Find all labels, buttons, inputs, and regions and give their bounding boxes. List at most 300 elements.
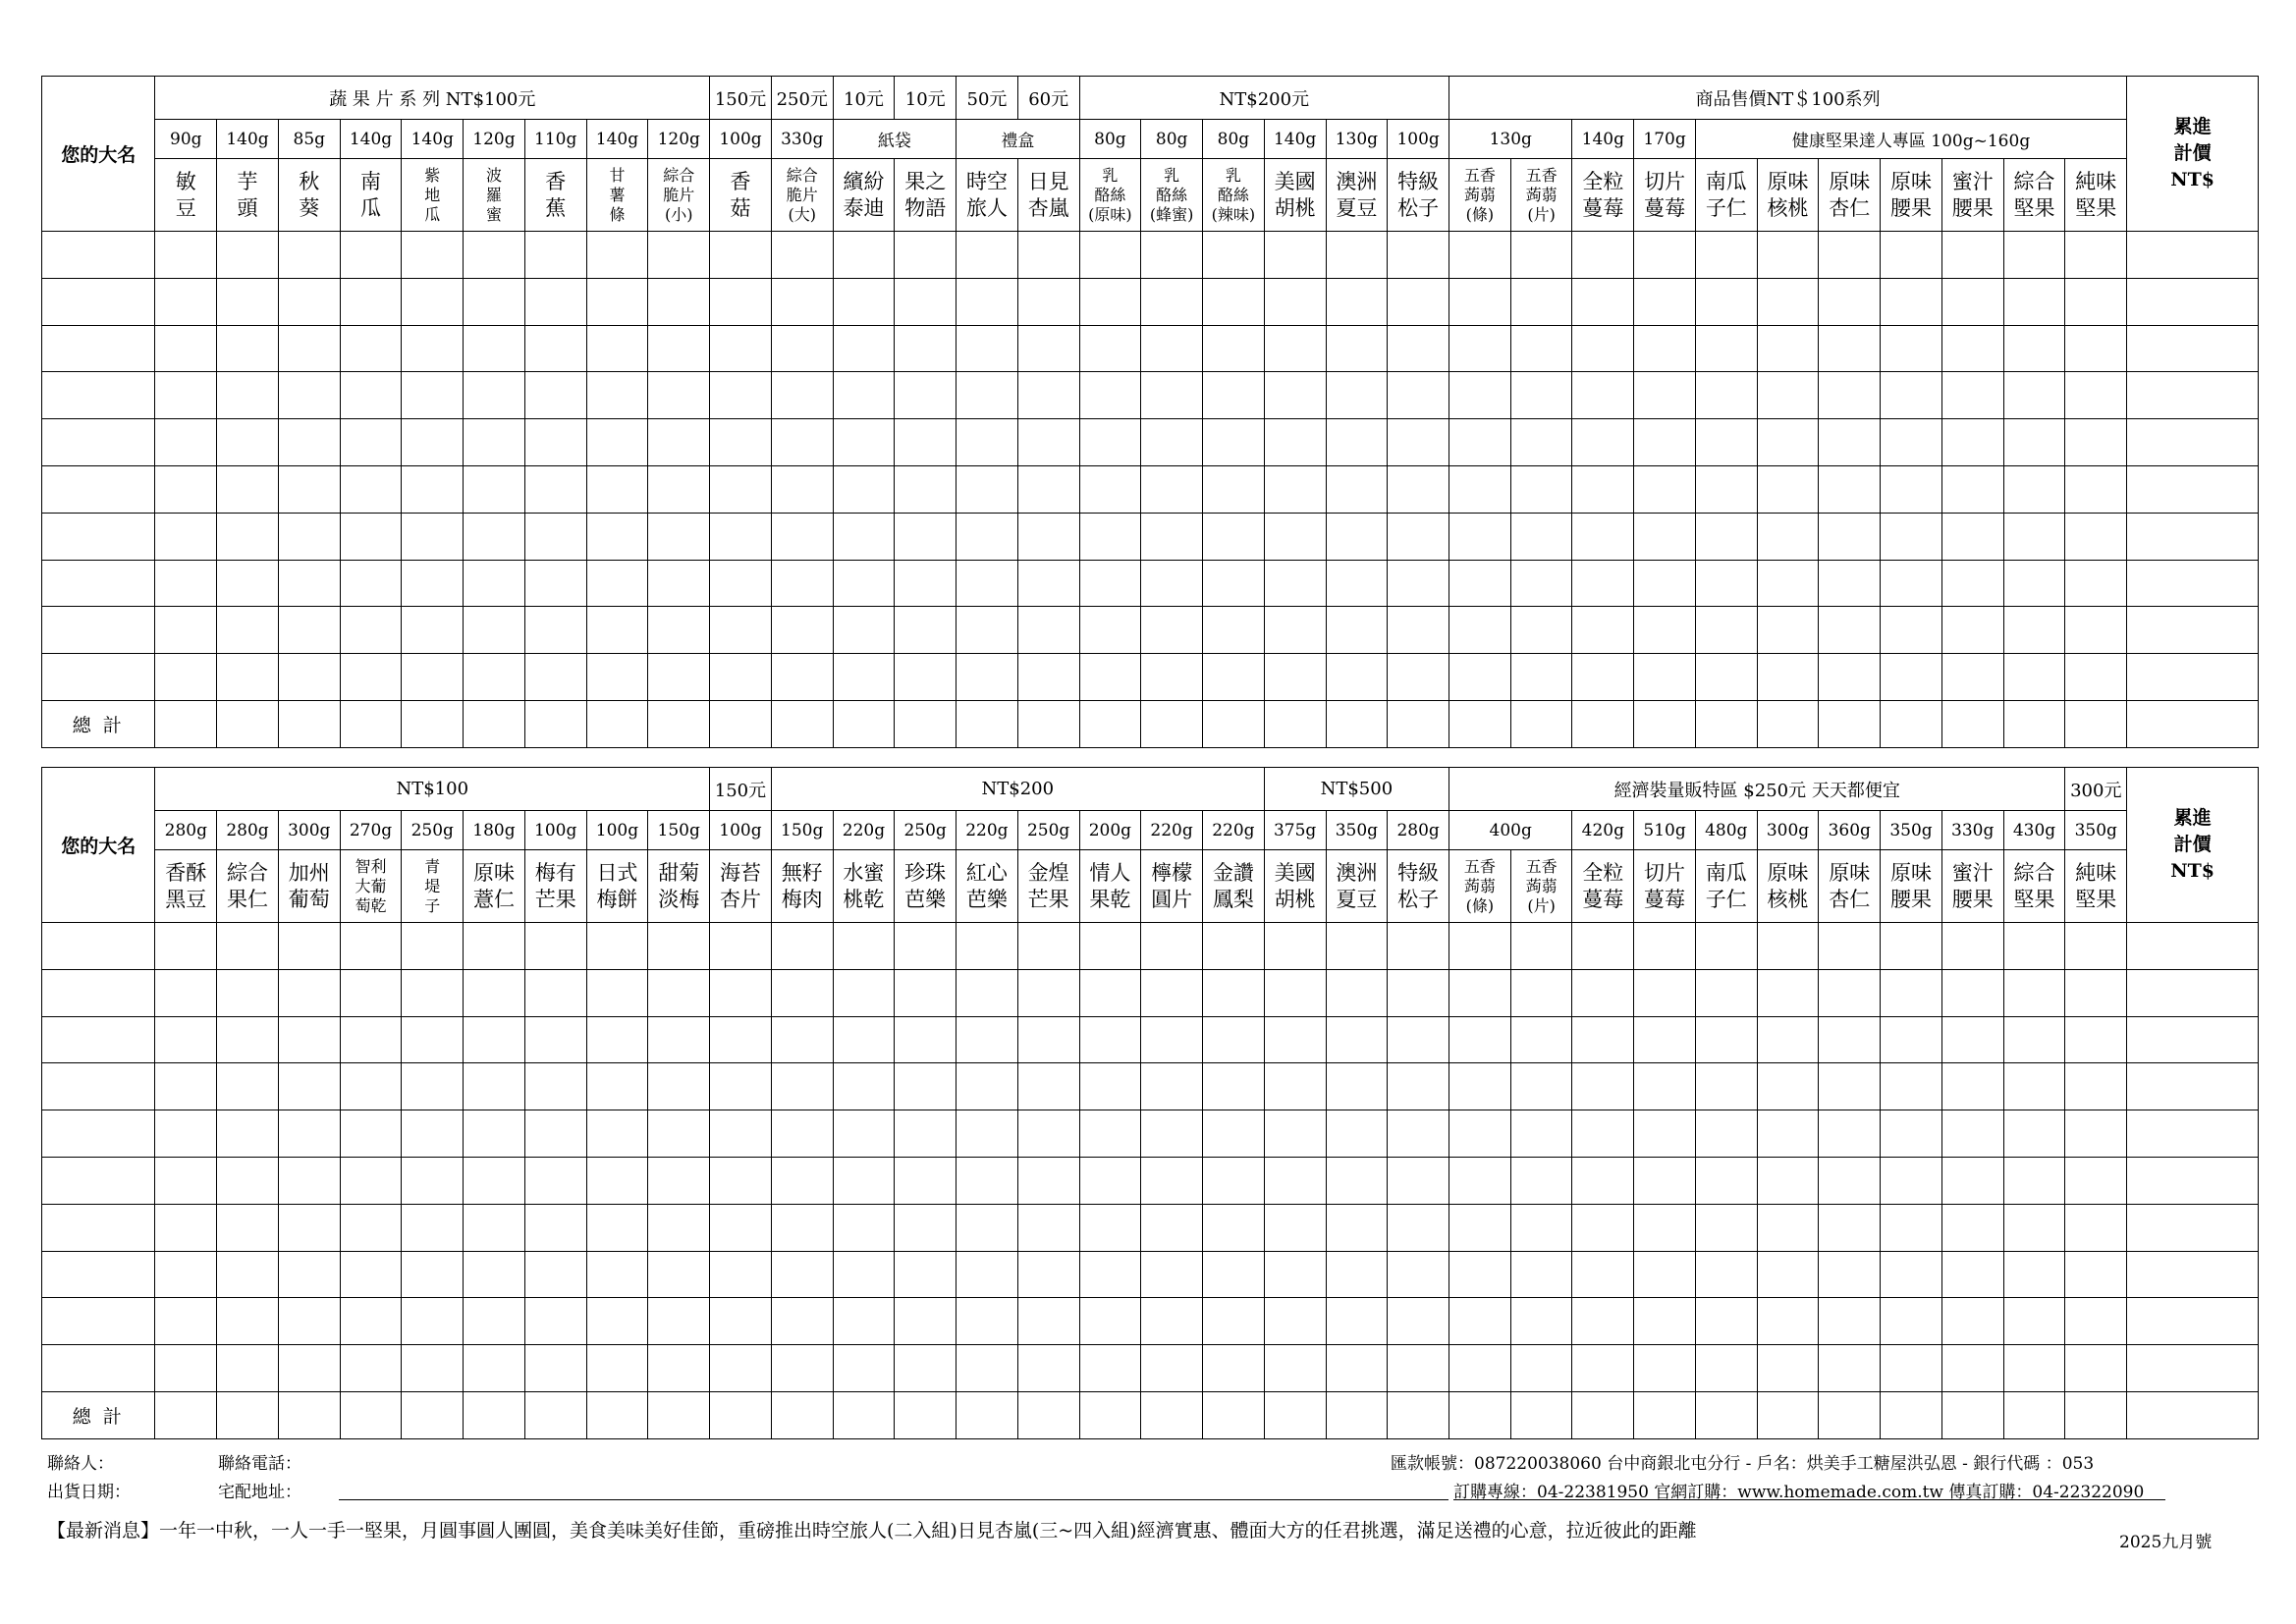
quantity-cell[interactable]	[1079, 1251, 1141, 1298]
quantity-cell[interactable]	[1941, 607, 2003, 654]
quantity-cell[interactable]	[278, 513, 340, 560]
quantity-cell[interactable]	[402, 325, 464, 372]
total-cell[interactable]	[957, 700, 1018, 747]
quantity-cell[interactable]	[1695, 1345, 1757, 1392]
quantity-cell[interactable]	[957, 1298, 1018, 1345]
quantity-cell[interactable]	[833, 1298, 895, 1345]
quantity-cell[interactable]	[524, 1251, 586, 1298]
quantity-cell[interactable]	[1326, 607, 1388, 654]
quantity-cell[interactable]	[771, 232, 833, 279]
customer-name-cell[interactable]	[42, 654, 155, 701]
quantity-cell[interactable]	[2065, 1251, 2127, 1298]
quantity-cell[interactable]	[586, 1157, 648, 1204]
quantity-cell[interactable]	[155, 1157, 217, 1204]
quantity-cell[interactable]	[1449, 1204, 1510, 1251]
quantity-cell[interactable]	[1881, 1298, 1942, 1345]
quantity-cell[interactable]	[464, 1251, 525, 1298]
cumulative-price-cell[interactable]	[2127, 1251, 2259, 1298]
cumulative-price-cell[interactable]	[2127, 560, 2259, 607]
quantity-cell[interactable]	[895, 325, 957, 372]
quantity-cell[interactable]	[1881, 325, 1942, 372]
customer-name-cell[interactable]	[42, 607, 155, 654]
quantity-cell[interactable]	[402, 923, 464, 970]
quantity-cell[interactable]	[710, 325, 772, 372]
quantity-cell[interactable]	[710, 1251, 772, 1298]
quantity-cell[interactable]	[771, 278, 833, 325]
quantity-cell[interactable]	[1819, 1298, 1881, 1345]
quantity-cell[interactable]	[586, 654, 648, 701]
quantity-cell[interactable]	[2003, 1204, 2065, 1251]
cumulative-price-cell[interactable]	[2127, 325, 2259, 372]
quantity-cell[interactable]	[1017, 1298, 1079, 1345]
quantity-cell[interactable]	[217, 560, 279, 607]
quantity-cell[interactable]	[1510, 654, 1572, 701]
quantity-cell[interactable]	[1695, 1298, 1757, 1345]
total-cell[interactable]	[524, 1391, 586, 1438]
quantity-cell[interactable]	[1695, 1251, 1757, 1298]
quantity-cell[interactable]	[217, 1063, 279, 1110]
quantity-cell[interactable]	[1634, 465, 1696, 513]
quantity-cell[interactable]	[1079, 278, 1141, 325]
quantity-cell[interactable]	[895, 1345, 957, 1392]
quantity-cell[interactable]	[2003, 465, 2065, 513]
total-cell[interactable]	[402, 1391, 464, 1438]
quantity-cell[interactable]	[1572, 1063, 1634, 1110]
total-cell[interactable]	[1079, 700, 1141, 747]
quantity-cell[interactable]	[648, 1016, 710, 1063]
total-cell[interactable]	[1326, 700, 1388, 747]
quantity-cell[interactable]	[464, 513, 525, 560]
quantity-cell[interactable]	[1572, 1204, 1634, 1251]
quantity-cell[interactable]	[833, 372, 895, 419]
quantity-cell[interactable]	[1634, 1345, 1696, 1392]
quantity-cell[interactable]	[1819, 1345, 1881, 1392]
quantity-cell[interactable]	[2065, 1063, 2127, 1110]
quantity-cell[interactable]	[1264, 419, 1326, 466]
quantity-cell[interactable]	[833, 1016, 895, 1063]
quantity-cell[interactable]	[278, 1016, 340, 1063]
quantity-cell[interactable]	[648, 1063, 710, 1110]
quantity-cell[interactable]	[895, 969, 957, 1016]
quantity-cell[interactable]	[155, 232, 217, 279]
quantity-cell[interactable]	[1510, 560, 1572, 607]
quantity-cell[interactable]	[1388, 1157, 1449, 1204]
quantity-cell[interactable]	[1388, 1251, 1449, 1298]
quantity-cell[interactable]	[155, 465, 217, 513]
total-cell[interactable]	[957, 1391, 1018, 1438]
quantity-cell[interactable]	[1202, 969, 1264, 1016]
quantity-cell[interactable]	[1388, 923, 1449, 970]
quantity-cell[interactable]	[524, 1157, 586, 1204]
quantity-cell[interactable]	[771, 1063, 833, 1110]
quantity-cell[interactable]	[1757, 1298, 1819, 1345]
quantity-cell[interactable]	[1141, 325, 1203, 372]
quantity-cell[interactable]	[1017, 232, 1079, 279]
total-cell[interactable]	[1757, 700, 1819, 747]
total-cell[interactable]	[1141, 700, 1203, 747]
quantity-cell[interactable]	[1819, 232, 1881, 279]
quantity-cell[interactable]	[1141, 232, 1203, 279]
quantity-cell[interactable]	[1881, 419, 1942, 466]
quantity-cell[interactable]	[1695, 513, 1757, 560]
quantity-cell[interactable]	[1510, 1157, 1572, 1204]
quantity-cell[interactable]	[1203, 419, 1265, 466]
customer-name-cell[interactable]	[42, 560, 155, 607]
quantity-cell[interactable]	[1634, 419, 1696, 466]
quantity-cell[interactable]	[1819, 278, 1881, 325]
quantity-cell[interactable]	[1572, 1110, 1634, 1158]
total-cell[interactable]	[155, 700, 217, 747]
quantity-cell[interactable]	[710, 1016, 772, 1063]
quantity-cell[interactable]	[1449, 1298, 1510, 1345]
customer-name-cell[interactable]	[42, 923, 155, 970]
quantity-cell[interactable]	[895, 1298, 957, 1345]
quantity-cell[interactable]	[1941, 1251, 2003, 1298]
total-cell[interactable]	[710, 700, 772, 747]
quantity-cell[interactable]	[771, 1157, 833, 1204]
customer-name-cell[interactable]	[42, 465, 155, 513]
quantity-cell[interactable]	[586, 923, 648, 970]
quantity-cell[interactable]	[524, 278, 586, 325]
quantity-cell[interactable]	[2065, 1110, 2127, 1158]
quantity-cell[interactable]	[1634, 232, 1696, 279]
quantity-cell[interactable]	[957, 560, 1018, 607]
quantity-cell[interactable]	[1017, 1110, 1079, 1158]
quantity-cell[interactable]	[155, 969, 217, 1016]
customer-name-cell[interactable]	[42, 372, 155, 419]
quantity-cell[interactable]	[340, 923, 402, 970]
quantity-cell[interactable]	[402, 1204, 464, 1251]
quantity-cell[interactable]	[895, 372, 957, 419]
quantity-cell[interactable]	[1941, 278, 2003, 325]
quantity-cell[interactable]	[2003, 419, 2065, 466]
quantity-cell[interactable]	[833, 560, 895, 607]
quantity-cell[interactable]	[1326, 1110, 1388, 1158]
quantity-cell[interactable]	[217, 1204, 279, 1251]
quantity-cell[interactable]	[1510, 372, 1572, 419]
quantity-cell[interactable]	[833, 654, 895, 701]
quantity-cell[interactable]	[1017, 1204, 1079, 1251]
quantity-cell[interactable]	[217, 419, 279, 466]
customer-name-cell[interactable]	[42, 1157, 155, 1204]
quantity-cell[interactable]	[1203, 325, 1265, 372]
quantity-cell[interactable]	[1881, 278, 1942, 325]
quantity-cell[interactable]	[2065, 1016, 2127, 1063]
quantity-cell[interactable]	[1881, 560, 1942, 607]
quantity-cell[interactable]	[833, 1157, 895, 1204]
quantity-cell[interactable]	[278, 232, 340, 279]
quantity-cell[interactable]	[1141, 969, 1203, 1016]
quantity-cell[interactable]	[710, 1063, 772, 1110]
quantity-cell[interactable]	[464, 1345, 525, 1392]
quantity-cell[interactable]	[1388, 654, 1449, 701]
quantity-cell[interactable]	[1941, 654, 2003, 701]
quantity-cell[interactable]	[1510, 419, 1572, 466]
quantity-cell[interactable]	[957, 325, 1018, 372]
quantity-cell[interactable]	[1326, 560, 1388, 607]
quantity-cell[interactable]	[2065, 465, 2127, 513]
cumulative-price-cell[interactable]	[2127, 1110, 2259, 1158]
total-cell[interactable]	[1941, 1391, 2003, 1438]
quantity-cell[interactable]	[648, 1204, 710, 1251]
cumulative-price-cell[interactable]	[2127, 654, 2259, 701]
quantity-cell[interactable]	[464, 654, 525, 701]
quantity-cell[interactable]	[340, 1298, 402, 1345]
quantity-cell[interactable]	[278, 278, 340, 325]
quantity-cell[interactable]	[464, 969, 525, 1016]
quantity-cell[interactable]	[1572, 278, 1634, 325]
quantity-cell[interactable]	[1819, 923, 1881, 970]
quantity-cell[interactable]	[1572, 1251, 1634, 1298]
quantity-cell[interactable]	[833, 1110, 895, 1158]
total-cell[interactable]	[710, 1391, 772, 1438]
quantity-cell[interactable]	[1203, 513, 1265, 560]
quantity-cell[interactable]	[464, 607, 525, 654]
quantity-cell[interactable]	[710, 1345, 772, 1392]
quantity-cell[interactable]	[1141, 278, 1203, 325]
quantity-cell[interactable]	[895, 1110, 957, 1158]
quantity-cell[interactable]	[1819, 1110, 1881, 1158]
customer-name-cell[interactable]	[42, 513, 155, 560]
quantity-cell[interactable]	[1017, 465, 1079, 513]
quantity-cell[interactable]	[957, 607, 1018, 654]
quantity-cell[interactable]	[402, 560, 464, 607]
quantity-cell[interactable]	[524, 419, 586, 466]
quantity-cell[interactable]	[1017, 1063, 1079, 1110]
quantity-cell[interactable]	[1634, 325, 1696, 372]
quantity-cell[interactable]	[1634, 1204, 1696, 1251]
quantity-cell[interactable]	[1510, 1016, 1572, 1063]
quantity-cell[interactable]	[1141, 654, 1203, 701]
quantity-cell[interactable]	[1079, 1298, 1141, 1345]
quantity-cell[interactable]	[217, 1251, 279, 1298]
quantity-cell[interactable]	[340, 1063, 402, 1110]
quantity-cell[interactable]	[771, 969, 833, 1016]
quantity-cell[interactable]	[957, 1157, 1018, 1204]
quantity-cell[interactable]	[217, 232, 279, 279]
quantity-cell[interactable]	[648, 232, 710, 279]
quantity-cell[interactable]	[1017, 607, 1079, 654]
quantity-cell[interactable]	[1017, 325, 1079, 372]
quantity-cell[interactable]	[586, 969, 648, 1016]
quantity-cell[interactable]	[1326, 969, 1388, 1016]
quantity-cell[interactable]	[648, 969, 710, 1016]
total-cell[interactable]	[1079, 1391, 1141, 1438]
quantity-cell[interactable]	[771, 1016, 833, 1063]
quantity-cell[interactable]	[586, 278, 648, 325]
quantity-cell[interactable]	[833, 969, 895, 1016]
quantity-cell[interactable]	[1141, 1345, 1203, 1392]
quantity-cell[interactable]	[217, 607, 279, 654]
quantity-cell[interactable]	[1510, 1063, 1572, 1110]
quantity-cell[interactable]	[957, 654, 1018, 701]
quantity-cell[interactable]	[524, 1110, 586, 1158]
quantity-cell[interactable]	[524, 607, 586, 654]
quantity-cell[interactable]	[464, 1157, 525, 1204]
quantity-cell[interactable]	[1881, 654, 1942, 701]
quantity-cell[interactable]	[586, 325, 648, 372]
quantity-cell[interactable]	[464, 923, 525, 970]
quantity-cell[interactable]	[895, 560, 957, 607]
cumulative-price-cell[interactable]	[2127, 1345, 2259, 1392]
quantity-cell[interactable]	[524, 1204, 586, 1251]
quantity-cell[interactable]	[1941, 513, 2003, 560]
total-cell[interactable]	[648, 700, 710, 747]
quantity-cell[interactable]	[1449, 1251, 1510, 1298]
quantity-cell[interactable]	[1941, 1016, 2003, 1063]
quantity-cell[interactable]	[586, 607, 648, 654]
quantity-cell[interactable]	[524, 1298, 586, 1345]
quantity-cell[interactable]	[1202, 1110, 1264, 1158]
quantity-cell[interactable]	[648, 372, 710, 419]
quantity-cell[interactable]	[771, 1298, 833, 1345]
quantity-cell[interactable]	[1079, 1016, 1141, 1063]
total-cell[interactable]	[833, 1391, 895, 1438]
quantity-cell[interactable]	[1510, 1298, 1572, 1345]
quantity-cell[interactable]	[648, 278, 710, 325]
quantity-cell[interactable]	[1203, 465, 1265, 513]
quantity-cell[interactable]	[1264, 278, 1326, 325]
quantity-cell[interactable]	[1203, 232, 1265, 279]
quantity-cell[interactable]	[1141, 513, 1203, 560]
total-cell[interactable]	[1881, 700, 1942, 747]
quantity-cell[interactable]	[1819, 969, 1881, 1016]
quantity-cell[interactable]	[895, 1016, 957, 1063]
quantity-cell[interactable]	[1881, 1016, 1942, 1063]
quantity-cell[interactable]	[1572, 419, 1634, 466]
quantity-cell[interactable]	[1510, 607, 1572, 654]
quantity-cell[interactable]	[464, 1298, 525, 1345]
quantity-cell[interactable]	[1881, 1345, 1942, 1392]
quantity-cell[interactable]	[648, 607, 710, 654]
quantity-cell[interactable]	[1264, 1110, 1326, 1158]
customer-name-cell[interactable]	[42, 1110, 155, 1158]
quantity-cell[interactable]	[1757, 325, 1819, 372]
quantity-cell[interactable]	[155, 607, 217, 654]
quantity-cell[interactable]	[217, 513, 279, 560]
quantity-cell[interactable]	[1510, 513, 1572, 560]
quantity-cell[interactable]	[1017, 1016, 1079, 1063]
quantity-cell[interactable]	[1941, 1204, 2003, 1251]
quantity-cell[interactable]	[710, 372, 772, 419]
cumulative-price-cell[interactable]	[2127, 1298, 2259, 1345]
quantity-cell[interactable]	[1079, 923, 1141, 970]
quantity-cell[interactable]	[1510, 465, 1572, 513]
quantity-cell[interactable]	[1017, 372, 1079, 419]
quantity-cell[interactable]	[1388, 325, 1449, 372]
quantity-cell[interactable]	[1757, 1345, 1819, 1392]
quantity-cell[interactable]	[1695, 325, 1757, 372]
quantity-cell[interactable]	[2003, 1251, 2065, 1298]
total-cell[interactable]	[217, 700, 279, 747]
quantity-cell[interactable]	[2065, 325, 2127, 372]
quantity-cell[interactable]	[1264, 232, 1326, 279]
quantity-cell[interactable]	[1572, 465, 1634, 513]
quantity-cell[interactable]	[1141, 1298, 1203, 1345]
total-cell[interactable]	[586, 700, 648, 747]
quantity-cell[interactable]	[1941, 560, 2003, 607]
customer-name-cell[interactable]	[42, 1063, 155, 1110]
quantity-cell[interactable]	[1264, 325, 1326, 372]
quantity-cell[interactable]	[464, 419, 525, 466]
quantity-cell[interactable]	[217, 465, 279, 513]
quantity-cell[interactable]	[1203, 278, 1265, 325]
quantity-cell[interactable]	[833, 325, 895, 372]
quantity-cell[interactable]	[1326, 1298, 1388, 1345]
quantity-cell[interactable]	[2003, 607, 2065, 654]
quantity-cell[interactable]	[1757, 1016, 1819, 1063]
total-cell[interactable]	[1449, 1391, 1510, 1438]
quantity-cell[interactable]	[771, 325, 833, 372]
quantity-cell[interactable]	[1388, 513, 1449, 560]
total-cell[interactable]	[1572, 700, 1634, 747]
quantity-cell[interactable]	[1079, 1110, 1141, 1158]
quantity-cell[interactable]	[1819, 1251, 1881, 1298]
quantity-cell[interactable]	[710, 232, 772, 279]
quantity-cell[interactable]	[1757, 465, 1819, 513]
customer-name-cell[interactable]	[42, 1345, 155, 1392]
quantity-cell[interactable]	[1388, 969, 1449, 1016]
quantity-cell[interactable]	[895, 465, 957, 513]
quantity-cell[interactable]	[155, 1063, 217, 1110]
quantity-cell[interactable]	[1141, 1204, 1203, 1251]
quantity-cell[interactable]	[1326, 232, 1388, 279]
quantity-cell[interactable]	[1510, 1204, 1572, 1251]
quantity-cell[interactable]	[155, 372, 217, 419]
quantity-cell[interactable]	[1388, 1016, 1449, 1063]
quantity-cell[interactable]	[1572, 372, 1634, 419]
total-cell[interactable]	[2003, 1391, 2065, 1438]
quantity-cell[interactable]	[402, 1016, 464, 1063]
quantity-cell[interactable]	[710, 465, 772, 513]
quantity-cell[interactable]	[833, 513, 895, 560]
quantity-cell[interactable]	[1819, 419, 1881, 466]
quantity-cell[interactable]	[217, 278, 279, 325]
quantity-cell[interactable]	[1079, 419, 1141, 466]
quantity-cell[interactable]	[1695, 1063, 1757, 1110]
quantity-cell[interactable]	[648, 1157, 710, 1204]
quantity-cell[interactable]	[1881, 1204, 1942, 1251]
quantity-cell[interactable]	[957, 923, 1018, 970]
quantity-cell[interactable]	[1079, 1345, 1141, 1392]
quantity-cell[interactable]	[402, 1345, 464, 1392]
quantity-cell[interactable]	[957, 465, 1018, 513]
quantity-cell[interactable]	[2003, 654, 2065, 701]
quantity-cell[interactable]	[340, 654, 402, 701]
quantity-cell[interactable]	[1881, 923, 1942, 970]
quantity-cell[interactable]	[217, 1016, 279, 1063]
customer-name-cell[interactable]	[42, 419, 155, 466]
quantity-cell[interactable]	[1757, 1204, 1819, 1251]
total-cell[interactable]	[155, 1391, 217, 1438]
quantity-cell[interactable]	[1695, 278, 1757, 325]
quantity-cell[interactable]	[217, 1110, 279, 1158]
quantity-cell[interactable]	[895, 1204, 957, 1251]
quantity-cell[interactable]	[1572, 560, 1634, 607]
quantity-cell[interactable]	[1757, 419, 1819, 466]
quantity-cell[interactable]	[2003, 1157, 2065, 1204]
quantity-cell[interactable]	[771, 607, 833, 654]
quantity-cell[interactable]	[464, 372, 525, 419]
quantity-cell[interactable]	[402, 513, 464, 560]
quantity-cell[interactable]	[1572, 607, 1634, 654]
total-cell[interactable]	[1819, 700, 1881, 747]
quantity-cell[interactable]	[1881, 372, 1942, 419]
quantity-cell[interactable]	[1449, 969, 1510, 1016]
quantity-cell[interactable]	[1757, 923, 1819, 970]
quantity-cell[interactable]	[1202, 1204, 1264, 1251]
quantity-cell[interactable]	[1141, 1063, 1203, 1110]
